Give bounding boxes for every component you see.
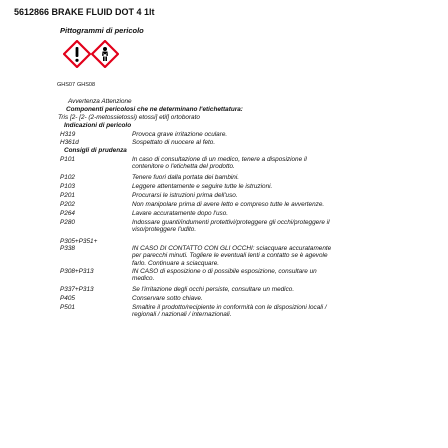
precaution-code: P264: [60, 210, 75, 217]
precaution-code: P501: [60, 304, 75, 311]
document-title: 5612866 BRAKE FLUID DOT 4 1lt: [14, 7, 155, 17]
precaution-code: P102: [60, 174, 75, 181]
precaution-code: P103: [60, 183, 75, 190]
exclamation-mark-icon: [63, 40, 91, 68]
precaution-text: Smaltire il prodotto/recipiente in conformità con le disposizioni locali / regionali / nazionali / internazionali.: [132, 304, 327, 319]
components-heading: Componenti pericolosi che ne determinano l'etichettatura:: [66, 106, 243, 113]
hazard-row: [60, 131, 440, 139]
precaution-text: In caso di consultazione di un medico, tenere a disposizione il contenitore o l'etichetta del prodotto.: [132, 156, 307, 171]
precaution-code: P202: [60, 201, 75, 208]
components-text: Tris [2- [2- (2-metossietossi) etossi] etil] ortoborato: [58, 114, 200, 121]
precaution-text: Leggere attentamente e seguire tutte le istruzioni.: [132, 183, 273, 190]
precaution-code: P308+P313: [60, 268, 94, 275]
precaution-text: IN CASO DI CONTATTO CON GLI OCCHI: sciacquare accuratamente per parecchi minuti. Togliere le eventuali lenti a contatto se è agevole farlo. Continuare a sciacquare.: [132, 245, 332, 267]
hazard-code: H361d: [60, 139, 79, 146]
precaution-text: Conservare sotto chiave.: [132, 295, 203, 302]
precaution-text: Indossare guanti/indumenti protettivi/proteggere gli occhi/proteggere il viso/proteggere l'udito.: [132, 219, 330, 234]
signal-word-label: Avvertenza: [68, 98, 100, 105]
precaution-text: Procurarsi le istruzioni prima dell'uso.: [132, 192, 238, 199]
hazard-text: Provoca grave irritazione oculare.: [132, 131, 228, 138]
precaution-text: Non manipolare prima di avere letto e compreso tutte le avvertenze.: [132, 201, 325, 208]
pictogram-group: [57, 40, 153, 88]
precaution-code: P280: [60, 219, 75, 226]
pictograms-heading: Pittogrammi di pericolo: [60, 26, 144, 35]
health-hazard-icon: [91, 40, 119, 68]
pictogram-code-ghs08: GHS08: [77, 82, 96, 88]
hazard-text: Sospettato di nuocere al feto.: [132, 139, 216, 146]
hazard-code: H319: [60, 131, 76, 138]
precaution-code: P337+P313: [60, 286, 94, 293]
precaution-code: P405: [60, 295, 75, 302]
hazard-row: [60, 139, 440, 147]
signal-word-line: [68, 98, 132, 106]
hazard-heading: Indicazioni di pericolo: [64, 122, 132, 129]
precaution-code: P101: [60, 156, 75, 163]
signal-word-value: Attenzione: [101, 98, 132, 105]
precaution-text: Lavare accuratamente dopo l'uso.: [132, 210, 229, 217]
precaution-text: IN CASO di esposizione o di possibile esposizione, consultare un medico.: [132, 268, 317, 283]
precaution-text: Tenere fuori dalla portata dei bambini.: [132, 174, 240, 181]
precaution-heading: Consigli di prudenza: [64, 147, 127, 154]
pictogram-code-ghs07: GHS07: [57, 82, 76, 88]
precaution-text: Se l'irritazione degli occhi persiste, consultare un medico.: [132, 286, 295, 293]
precaution-code: P201: [60, 192, 75, 199]
precaution-code: P305+P351+ P338: [60, 238, 98, 253]
